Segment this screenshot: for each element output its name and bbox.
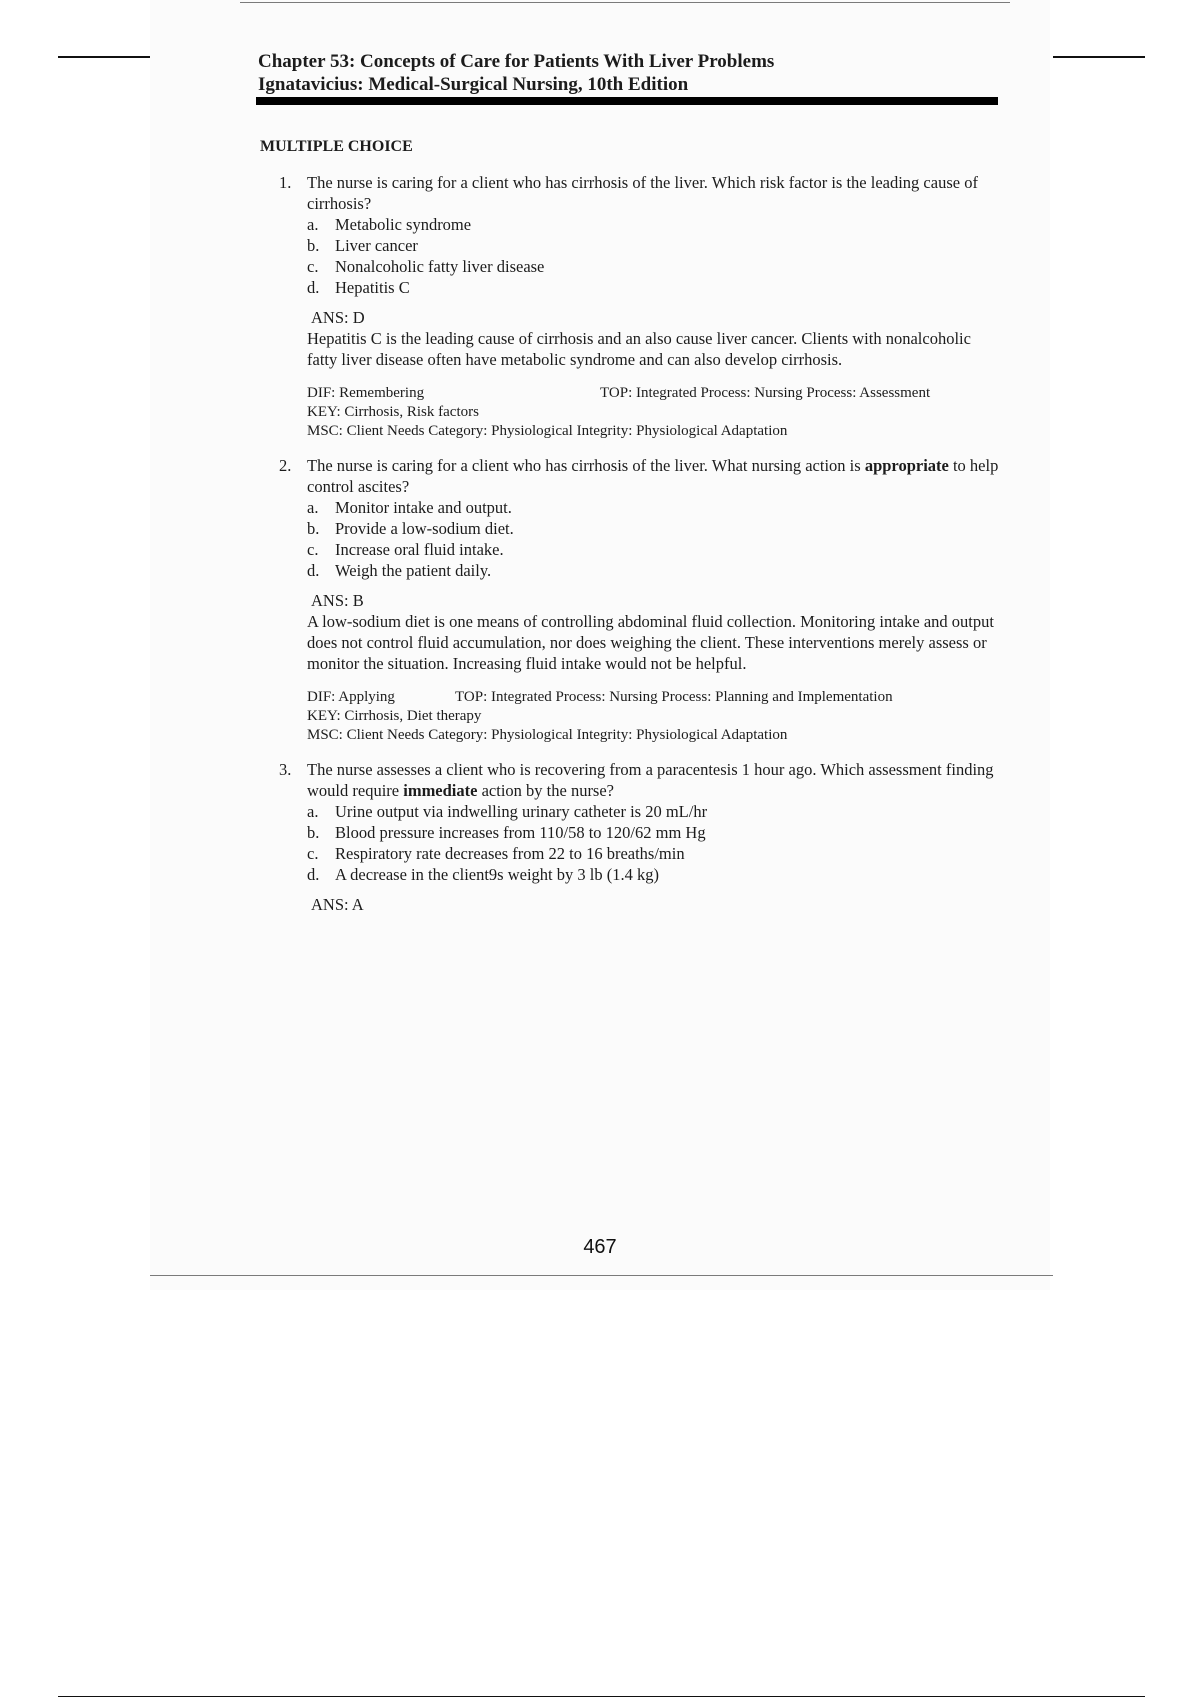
option-text: Respiratory rate decreases from 22 to 16 breaths/min (335, 844, 685, 863)
option-text: Blood pressure increases from 110/58 to 120/62 mm Hg (335, 823, 706, 842)
question-stem: The nurse is caring for a client who has cirrhosis of the liver. What nursing action is appropriate to help control ascites? (307, 456, 999, 496)
question-2 (260, 455, 1000, 581)
question-number: 1. (279, 173, 292, 192)
topic: TOP: Integrated Process: Nursing Process: Planning and Implementation (455, 689, 893, 705)
option-letter: b. (307, 236, 320, 255)
keywords: KEY: Cirrhosis, Risk factors (307, 404, 479, 420)
option-text: Provide a low-sodium diet. (335, 519, 514, 538)
chapter-title: Chapter 53: Concepts of Care for Patients With Liver Problems (258, 51, 775, 72)
option-letter: c. (307, 540, 319, 559)
option-a[interactable] (307, 801, 1000, 822)
option-a[interactable] (307, 214, 1000, 235)
option-letter: a. (307, 498, 319, 517)
option-letter: b. (307, 519, 320, 538)
option-text: Monitor intake and output. (335, 498, 512, 517)
option-text: Urine output via indwelling urinary catheter is 20 mL/hr (335, 802, 708, 821)
option-letter: b. (307, 823, 320, 842)
footer-rule (150, 1275, 1053, 1276)
difficulty: DIF: Applying (307, 689, 395, 705)
question-number: 2. (279, 456, 292, 475)
difficulty: DIF: Remembering (307, 385, 425, 401)
option-c[interactable] (307, 539, 1000, 560)
option-d[interactable] (307, 560, 1000, 581)
topic: TOP: Integrated Process: Nursing Process: Assessment (600, 385, 931, 401)
bottom-rule (58, 1696, 1145, 1697)
option-list (307, 497, 1000, 581)
header-bar (256, 97, 998, 105)
option-a[interactable] (307, 497, 1000, 518)
question-stem: The nurse is caring for a client who has cirrhosis of the liver. Which risk factor is the leading cause of cirrhosis? (307, 173, 978, 213)
question-1 (260, 172, 1000, 298)
option-text: Metabolic syndrome (335, 215, 472, 234)
option-text: Hepatitis C (335, 278, 410, 297)
document-header (258, 50, 998, 96)
question-meta (307, 688, 1000, 745)
answer-key: ANS: A (311, 895, 364, 914)
answer-block-2 (260, 590, 1000, 745)
option-letter: a. (307, 802, 319, 821)
client-needs: MSC: Client Needs Category: Physiological Integrity: Physiological Adaptation (307, 423, 788, 439)
answer-block-3 (260, 894, 1000, 915)
option-d[interactable] (307, 277, 1000, 298)
option-b[interactable] (307, 518, 1000, 539)
option-text: A decrease in the client9s weight by 3 lb (1.4 kg) (335, 865, 659, 884)
answer-block-1 (260, 307, 1000, 441)
emphasis-word: appropriate (864, 456, 949, 475)
question-content (260, 136, 1000, 915)
option-letter: c. (307, 844, 319, 863)
option-text: Weigh the patient daily. (335, 561, 492, 580)
option-d[interactable] (307, 864, 1000, 885)
section-title: MULTIPLE CHOICE (260, 138, 413, 155)
page-number: 467 (583, 1236, 617, 1258)
keywords: KEY: Cirrhosis, Diet therapy (307, 708, 482, 724)
emphasis-word: immediate (403, 781, 478, 800)
left-margin-rule (58, 56, 150, 58)
option-letter: c. (307, 257, 319, 276)
option-list (307, 214, 1000, 298)
right-margin-rule (1053, 56, 1145, 58)
option-letter: d. (307, 865, 320, 884)
option-text: Liver cancer (335, 236, 418, 255)
option-text: Increase oral fluid intake. (335, 540, 504, 559)
option-c[interactable] (307, 256, 1000, 277)
client-needs: MSC: Client Needs Category: Physiological Integrity: Physiological Adaptation (307, 727, 788, 743)
question-meta (307, 384, 1000, 441)
answer-key: ANS: D (311, 308, 365, 327)
rationale: A low-sodium diet is one means of controlling abdominal fluid collection. Monitoring intake and output does not control fluid accumulation, nor does weighing the client. These interventions merely assess or monitor the situation. Increasing fluid intake would not be helpful. (307, 612, 994, 673)
book-title: Ignatavicius: Medical-Surgical Nursing, 10th Edition (258, 74, 689, 95)
option-letter: d. (307, 561, 320, 580)
rationale: Hepatitis C is the leading cause of cirrhosis and an also cause liver cancer. Clients with nonalcoholic fatty liver disease often have metabolic syndrome and can also develop cirrhosis. (307, 329, 971, 369)
option-b[interactable] (307, 822, 1000, 843)
option-c[interactable] (307, 843, 1000, 864)
answer-key: ANS: B (311, 591, 364, 610)
question-number: 3. (279, 760, 292, 779)
top-rule (240, 2, 1010, 3)
option-letter: d. (307, 278, 320, 297)
option-b[interactable] (307, 235, 1000, 256)
question-stem: The nurse assesses a client who is recovering from a paracentesis 1 hour ago. Which assessment finding would require immediate action by the nurse? (307, 760, 994, 800)
option-text: Nonalcoholic fatty liver disease (335, 257, 545, 276)
option-letter: a. (307, 215, 319, 234)
option-list (307, 801, 1000, 885)
question-3 (260, 759, 1000, 885)
